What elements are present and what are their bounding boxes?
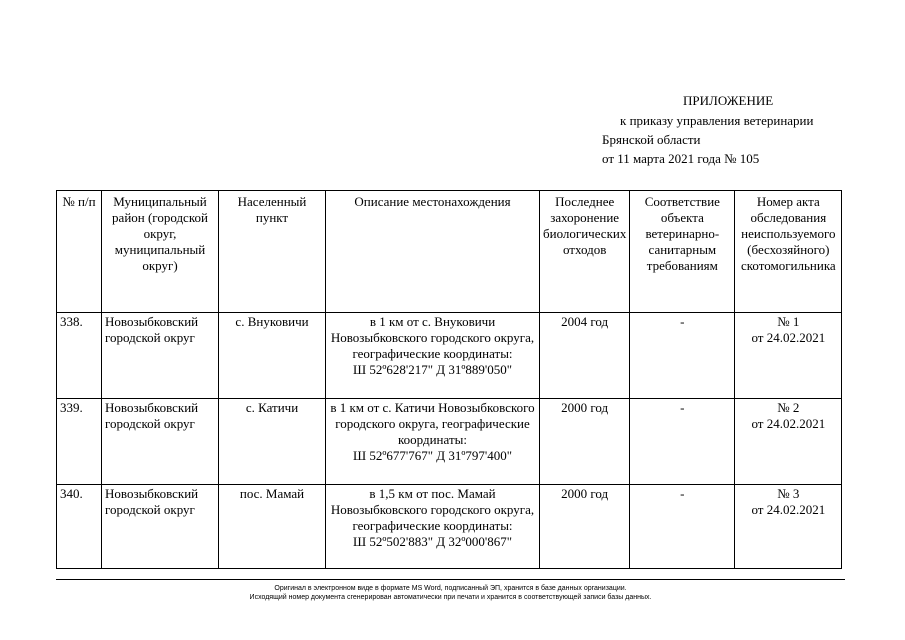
row-settlement: пос. Мамай <box>219 485 326 569</box>
appendix-date-number: от 11 марта 2021 года № 105 <box>602 151 760 166</box>
act-number: № 2 <box>777 400 800 415</box>
row-district: Новозыбковский городской округ <box>102 485 219 569</box>
act-date: от 24.02.2021 <box>751 502 826 517</box>
header-settlement: Населенный пункт <box>219 191 326 313</box>
act-number: № 3 <box>777 486 800 501</box>
footer-divider <box>56 579 845 580</box>
cattle-burial-sites-table <box>56 190 842 569</box>
row-district: Новозыбковский городской округ <box>102 399 219 485</box>
location-description: в 1,5 км от пос. Мамай Новозыбковского городского округа, географические координаты: <box>330 486 535 533</box>
header-district: Муниципальный район (городской округ, муниципальный округ) <box>102 191 219 313</box>
location-coordinates: Ш 52º502'883" Д 32º000'867" <box>352 534 513 549</box>
appendix-title: ПРИЛОЖЕНИЕ <box>683 93 774 108</box>
table-row <box>57 313 842 399</box>
location-coordinates: Ш 52º677'767" Д 31º797'400" <box>352 448 513 463</box>
footer-original-note: Оригинал в электронном виде в формате MS Word, подписанный ЭП, хранится в базе данных организации. <box>274 585 627 592</box>
appendix-order-ref: к приказу управления ветеринарии <box>620 113 814 128</box>
row-location <box>326 485 540 569</box>
row-act <box>735 399 842 485</box>
row-last-burial: 2004 год <box>540 313 630 399</box>
header-compliance: Соответствие объекта ветеринарно-санитарным требованиям <box>630 191 735 313</box>
row-last-burial: 2000 год <box>540 485 630 569</box>
row-location <box>326 313 540 399</box>
row-act <box>735 313 842 399</box>
location-description: в 1 км от с. Внуковичи Новозыбковского городского округа, географические координаты: <box>330 314 535 361</box>
header-last-burial: Последнее захоронение биологических отходов <box>540 191 630 313</box>
row-settlement: с. Катичи <box>219 399 326 485</box>
row-district: Новозыбковский городской округ <box>102 313 219 399</box>
header-act-number: Номер акта обследования неиспользуемого (бесхозяйного) скотомогильника <box>735 191 842 313</box>
row-location <box>326 399 540 485</box>
row-act <box>735 485 842 569</box>
row-compliance: - <box>630 485 735 569</box>
row-settlement: с. Внуковичи <box>219 313 326 399</box>
row-last-burial: 2000 год <box>540 399 630 485</box>
row-number: 340. <box>57 485 102 569</box>
header-location: Описание местонахождения <box>326 191 540 313</box>
act-date: от 24.02.2021 <box>751 416 826 431</box>
act-number: № 1 <box>777 314 800 329</box>
appendix-region: Брянской области <box>602 132 701 147</box>
row-compliance: - <box>630 399 735 485</box>
act-date: от 24.02.2021 <box>751 330 826 345</box>
location-coordinates: Ш 52º628'217" Д 31º889'050" <box>352 362 513 377</box>
table-row <box>57 485 842 569</box>
table-row <box>57 399 842 485</box>
row-number: 339. <box>57 399 102 485</box>
footer-outgoing-number-note: Исходящий номер документа сгенерирован автоматически при печати и хранится в соответствующей записи базы данных. <box>249 594 652 601</box>
row-compliance: - <box>630 313 735 399</box>
location-description: в 1 км от с. Катичи Новозыбковского городского округа, географические координаты: <box>330 400 535 447</box>
table-header-row <box>57 191 842 313</box>
header-number: № п/п <box>57 191 102 313</box>
row-number: 338. <box>57 313 102 399</box>
